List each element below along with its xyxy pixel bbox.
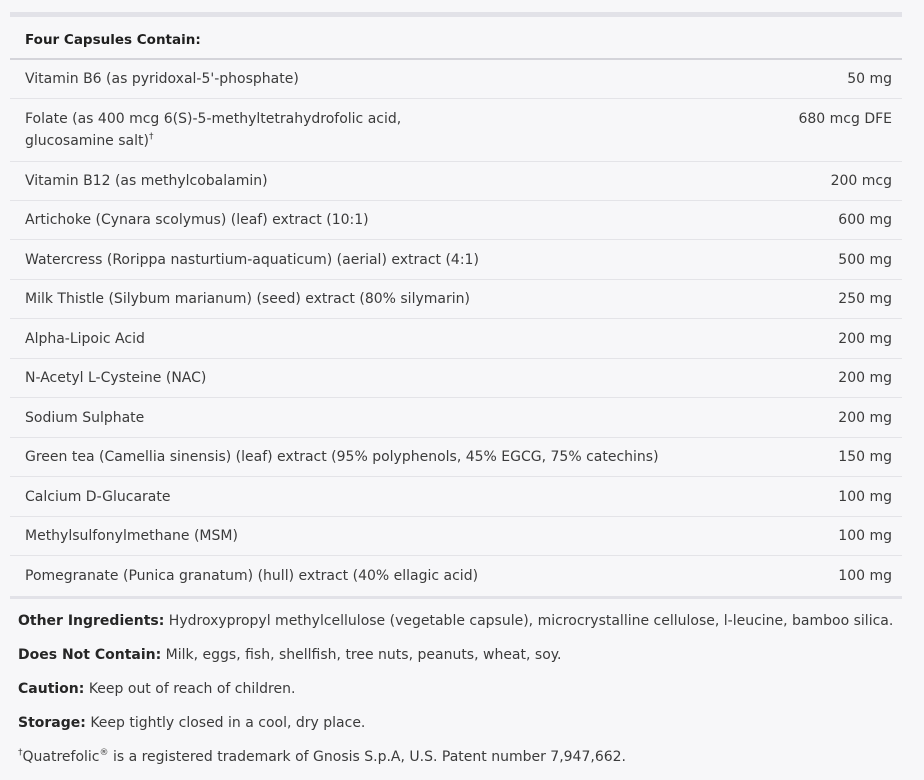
table-row	[10, 438, 902, 477]
storage-note: Storage: Keep tightly closed in a cool, dry place.	[18, 715, 366, 731]
ingredient-amount: 200 mg	[838, 409, 892, 426]
table-row	[10, 201, 902, 240]
ingredient-amount: 200 mg	[838, 370, 892, 386]
ingredient-name: Folate (as 400 mcg 6(S)-5-methyltetrahydrofolic acid, glucosamine salt)†	[25, 111, 402, 149]
ingredient-name: Artichoke (Cynara scolymus) (leaf) extract (10:1)	[25, 212, 369, 228]
ingredient-name: Pomegranate (Punica granatum) (hull) extract (40% ellagic acid)	[25, 568, 479, 584]
ingredient-name: Sodium Sulphate	[25, 409, 145, 426]
ingredient-name: Green tea (Camellia sinensis) (leaf) extract (95% polyphenols, 45% EGCG, 75% catechins)	[25, 449, 659, 465]
ingredient-amount: 600 mg	[838, 212, 892, 228]
table-row	[10, 280, 902, 319]
ingredient-amount: 50 mg	[847, 71, 892, 87]
table-row	[10, 359, 902, 398]
table-row	[10, 99, 902, 162]
other-ingredients-note: Other Ingredients: Hydroxypropyl methylcellulose (vegetable capsule), microcrystalline cellulose, l-leucine, bamboo silica.	[18, 613, 894, 629]
top-divider	[10, 12, 902, 17]
ingredient-name: Vitamin B6 (as pyridoxal-5'-phosphate)	[25, 71, 299, 87]
ingredients-table	[10, 22, 902, 599]
ingredient-name: N-Acetyl L-Cysteine (NAC)	[25, 370, 207, 386]
ingredient-amount: 200 mcg	[830, 173, 892, 189]
table-row	[10, 162, 902, 201]
table-row	[10, 556, 902, 596]
ingredient-amount: 150 mg	[838, 449, 892, 465]
table-header: Four Capsules Contain:	[10, 22, 902, 60]
does-not-contain-note: Does Not Contain: Milk, eggs, fish, shellfish, tree nuts, peanuts, wheat, soy.	[18, 647, 562, 663]
ingredient-amount: 680 mcg DFE	[798, 111, 892, 127]
ingredient-name: Methylsulfonylmethane (MSM)	[25, 528, 238, 544]
ingredient-amount: 500 mg	[838, 251, 892, 268]
ingredient-name: Alpha-Lipoic Acid	[25, 330, 145, 347]
ingredient-amount: 100 mg	[838, 488, 892, 505]
ingredient-amount: 100 mg	[838, 568, 892, 584]
table-row	[10, 477, 902, 517]
dagger-mark: †	[148, 132, 154, 142]
table-row	[10, 319, 902, 359]
ingredient-amount: 100 mg	[838, 528, 892, 544]
ingredient-name: Milk Thistle (Silybum marianum) (seed) extract (80% silymarin)	[25, 291, 470, 307]
ingredient-amount: 250 mg	[838, 291, 892, 307]
ingredient-name: Watercress (Rorippa nasturtium-aquaticum) (aerial) extract (4:1)	[25, 251, 479, 268]
trademark-note: †Quatrefolic® is a registered trademark of Gnosis S.p.A, U.S. Patent number 7,947,662.	[18, 748, 626, 765]
table-row	[10, 240, 902, 280]
product-notes	[18, 610, 908, 780]
ingredient-name: Calcium D-Glucarate	[25, 488, 171, 505]
table-row	[10, 517, 902, 556]
table-row	[10, 398, 902, 438]
table-row	[10, 60, 902, 99]
ingredient-amount: 200 mg	[838, 330, 892, 347]
ingredient-name: Vitamin B12 (as methylcobalamin)	[25, 173, 268, 189]
caution-note: Caution: Keep out of reach of children.	[18, 681, 296, 697]
